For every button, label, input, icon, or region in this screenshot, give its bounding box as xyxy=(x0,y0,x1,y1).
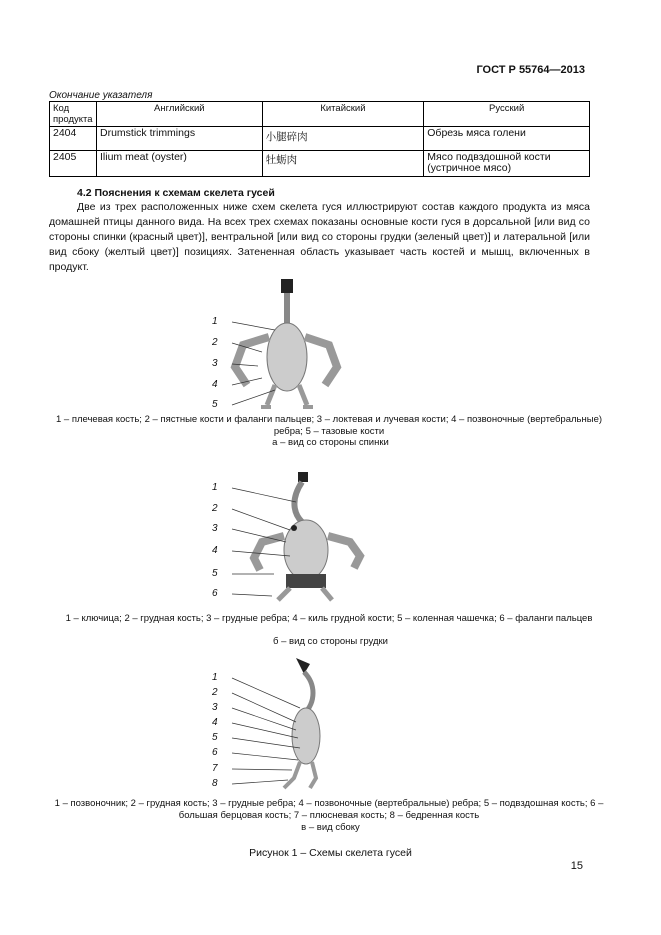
callout-number: 7 xyxy=(212,763,218,774)
cell-code: 2404 xyxy=(50,127,97,151)
cell-chinese: 小腿碎肉 xyxy=(262,127,424,151)
callout-number: 4 xyxy=(212,717,218,728)
cell-english: Ilium meat (oyster) xyxy=(96,151,262,177)
callout-number: 8 xyxy=(212,778,218,789)
table-row xyxy=(50,127,590,151)
figure-view-label: б – вид со стороны грудки xyxy=(273,636,388,647)
callout-number: 1 xyxy=(212,672,218,683)
callout-number: 4 xyxy=(212,379,218,390)
column-header-chinese: Китайский xyxy=(262,102,424,127)
table-caption: Окончание указателя xyxy=(49,90,153,101)
cell-russian: Обрезь мяса голени xyxy=(424,127,590,151)
callout-number: 1 xyxy=(212,316,218,327)
callout-number: 1 xyxy=(212,482,218,493)
callout-number: 6 xyxy=(212,588,218,599)
callout-number: 3 xyxy=(212,523,218,534)
callout-number: 5 xyxy=(212,399,218,410)
figure-legend: 1 – ключица; 2 – грудная кость; 3 – грудные ребра; 4 – киль грудной кости; 5 – коленная чашечка; 6 – фаланги пальцев xyxy=(65,613,593,624)
table-header-row xyxy=(50,102,590,127)
cell-russian: Мясо подвздошной кости (устричное мясо) xyxy=(424,151,590,177)
callout-number: 2 xyxy=(212,503,218,514)
figure-title: Рисунок 1 – Схемы скелета гусей xyxy=(249,847,412,859)
column-header-russian: Русский xyxy=(424,102,590,127)
table-row xyxy=(50,151,590,177)
document-number: ГОСТ Р 55764—2013 xyxy=(476,64,585,76)
cell-code: 2405 xyxy=(50,151,97,177)
callout-number: 5 xyxy=(212,732,218,743)
figure-lateral xyxy=(0,652,661,797)
callout-number: 2 xyxy=(212,337,218,348)
callout-leaders xyxy=(0,470,661,610)
callout-number: 6 xyxy=(212,747,218,758)
callout-number: 3 xyxy=(212,702,218,713)
figure-view-label: а – вид со стороны спинки xyxy=(272,437,389,448)
column-header-code: Код продукта xyxy=(50,102,97,127)
page-number: 15 xyxy=(570,860,583,872)
callout-number: 4 xyxy=(212,545,218,556)
section-paragraph: Две из трех расположенных ниже схем скелета гуся иллюстрируют состав каждого продукта из мяса домашней птицы данного вида. На всех трех схемах показаны основные кости гуся в дорсальной [или вид со стороны спинки (красный цвет)], вентральной [или вид со стороны грудки (зеленый цвет)] и латеральной [или вид сбоку (желтый цвет)] позициях. Затененная область указывает часть костей и мышц, включенных в продукт. xyxy=(49,201,590,273)
cell-english: Drumstick trimmings xyxy=(96,127,262,151)
figure-legend: 1 – позвоночник; 2 – грудная кость; 3 – грудные ребра; 4 – позвоночные (вертебральные) ребра; 5 – подвздошная кость; 6 – большая берцовая кость; 7 – плюсневая кость; 8 – бедренная кость xyxy=(54,798,604,821)
index-table xyxy=(49,101,590,177)
figure-view-label: в – вид сбоку xyxy=(301,822,360,833)
section-heading: 4.2 Пояснения к схемам скелета гусей xyxy=(77,187,275,199)
callout-number: 5 xyxy=(212,568,218,579)
callout-number: 2 xyxy=(212,687,218,698)
figure-legend: 1 – плечевая кость; 2 – пястные кости и фаланги пальцев; 3 – локтевая и лучевая кости; 4 – позвоночные (вертебральные) ребра; 5 – тазовые кости xyxy=(55,414,603,437)
column-header-english: Английский xyxy=(96,102,262,127)
callout-number: 3 xyxy=(212,358,218,369)
figure-ventral xyxy=(0,470,661,610)
cell-chinese: 牡蛎肉 xyxy=(262,151,424,177)
callout-leaders xyxy=(0,652,661,797)
